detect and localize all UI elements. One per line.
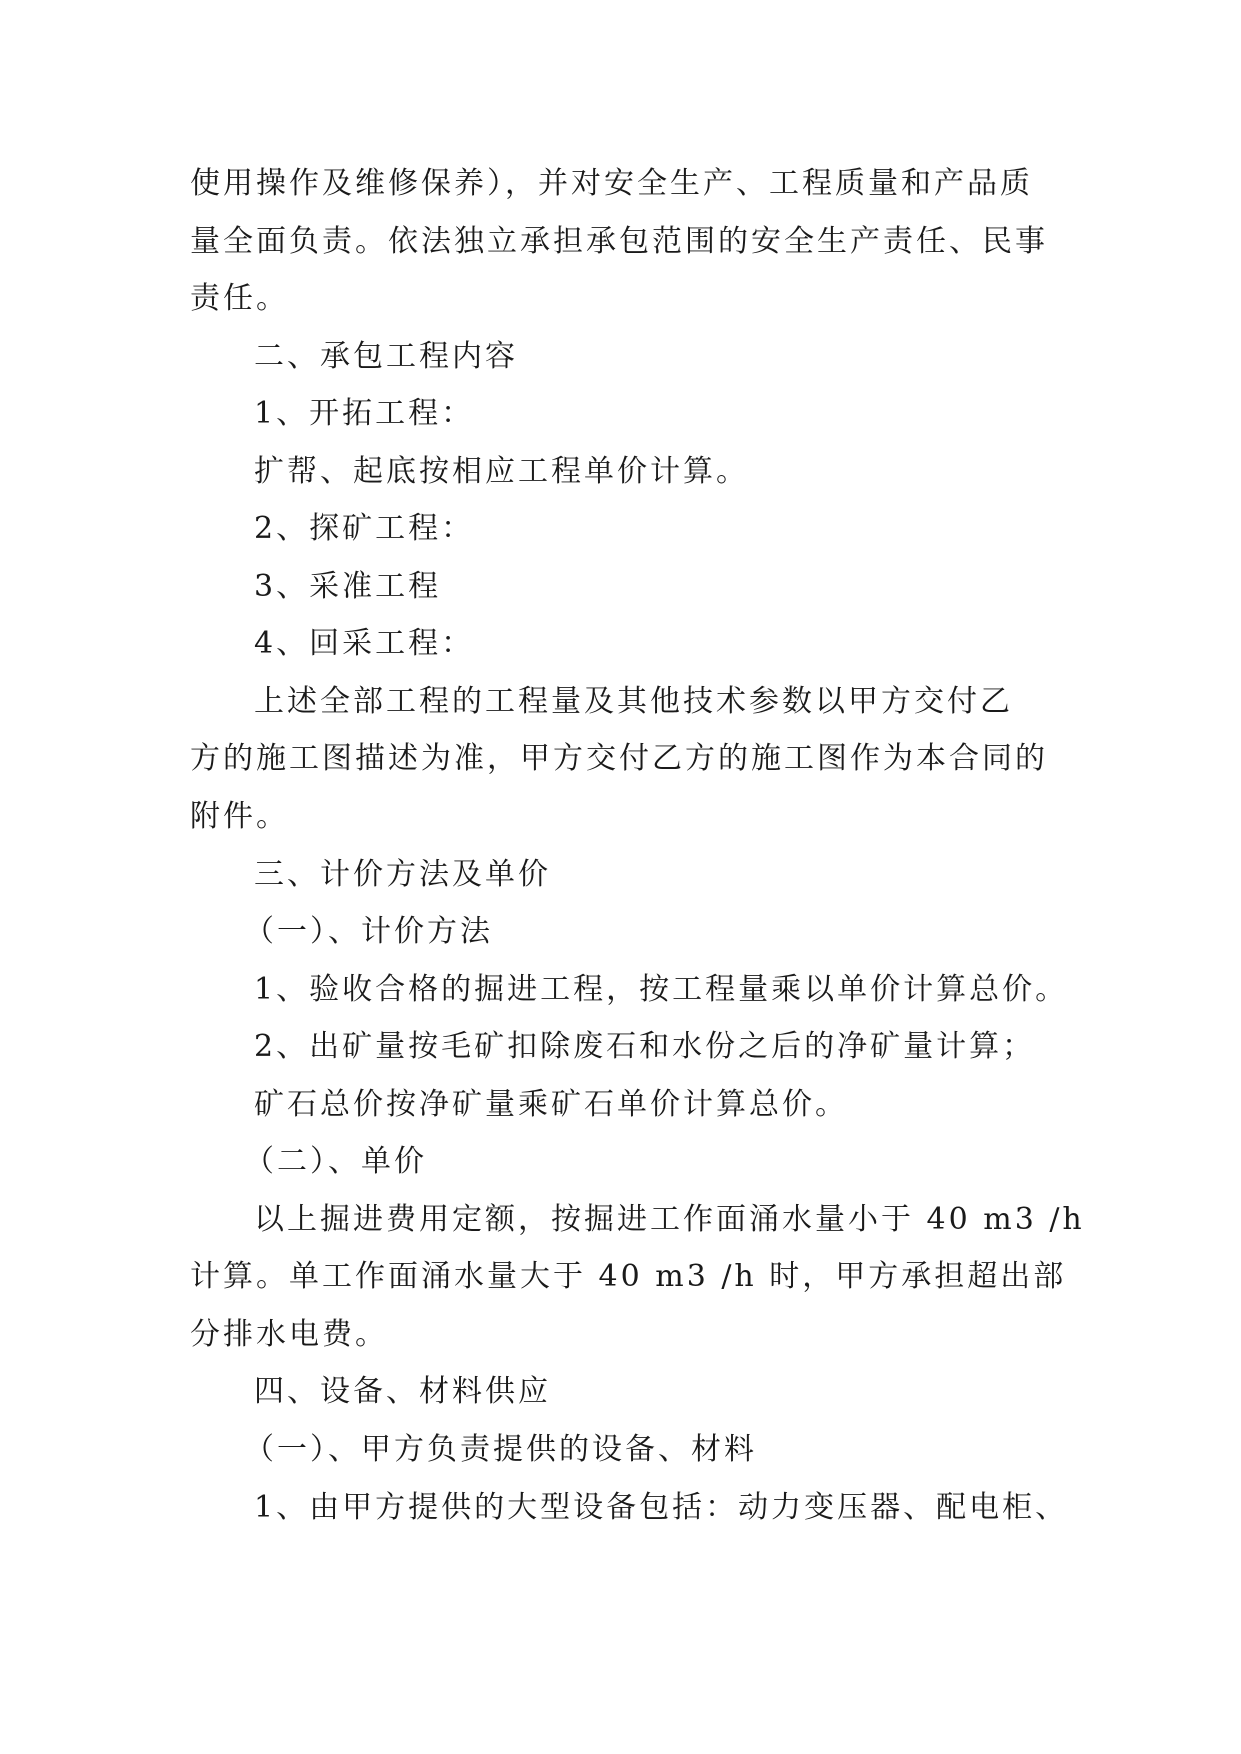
paragraph-line: 扩帮、起底按相应工程单价计算。 (254, 454, 749, 489)
section-heading: 三、计价方法及单价 (254, 857, 551, 892)
list-item: 4、回采工程： (254, 626, 475, 661)
paragraph-line: 分排水电费。 (190, 1317, 388, 1352)
paragraph-line: 责任。 (190, 281, 289, 316)
section-heading: 二、承包工程内容 (254, 339, 518, 374)
section-heading: 四、设备、材料供应 (254, 1374, 551, 1409)
paragraph-line: 矿石总价按净矿量乘矿石单价计算总价。 (254, 1087, 848, 1122)
list-item: 2、探矿工程： (254, 511, 475, 546)
subsection-heading: （二）、单价 (244, 1144, 427, 1179)
paragraph-line: 以上掘进费用定额，按掘进工作面涌水量小于 40 m3 /h (254, 1202, 1085, 1237)
list-item: 1、开拓工程： (254, 396, 475, 431)
paragraph-line: 使用操作及维修保养），并对安全生产、工程质量和产品质 (190, 166, 1033, 201)
subsection-heading: （一）、甲方负责提供的设备、材料 (244, 1432, 757, 1467)
subsection-heading: （一）、计价方法 (244, 914, 493, 949)
paragraph-line: 附件。 (190, 799, 289, 834)
paragraph-line: 方的施工图描述为准，甲方交付乙方的施工图作为本合同的 (190, 741, 1048, 776)
paragraph-line: 上述全部工程的工程量及其他技术参数以甲方交付乙 (254, 684, 1013, 719)
list-item: 1、验收合格的掘进工程，按工程量乘以单价计算总价。 (254, 972, 1069, 1007)
paragraph-line: 计算。单工作面涌水量大于 40 m3 /h 时，甲方承担超出部 (190, 1259, 1067, 1294)
paragraph-line: 量全面负责。依法独立承担承包范围的安全生产责任、民事 (190, 224, 1048, 259)
list-item: 2、出矿量按毛矿扣除废石和水份之后的净矿量计算； (254, 1029, 1036, 1064)
list-item: 1、由甲方提供的大型设备包括：动力变压器、配电柜、 (254, 1490, 1069, 1525)
list-item: 3、采准工程 (254, 569, 442, 604)
